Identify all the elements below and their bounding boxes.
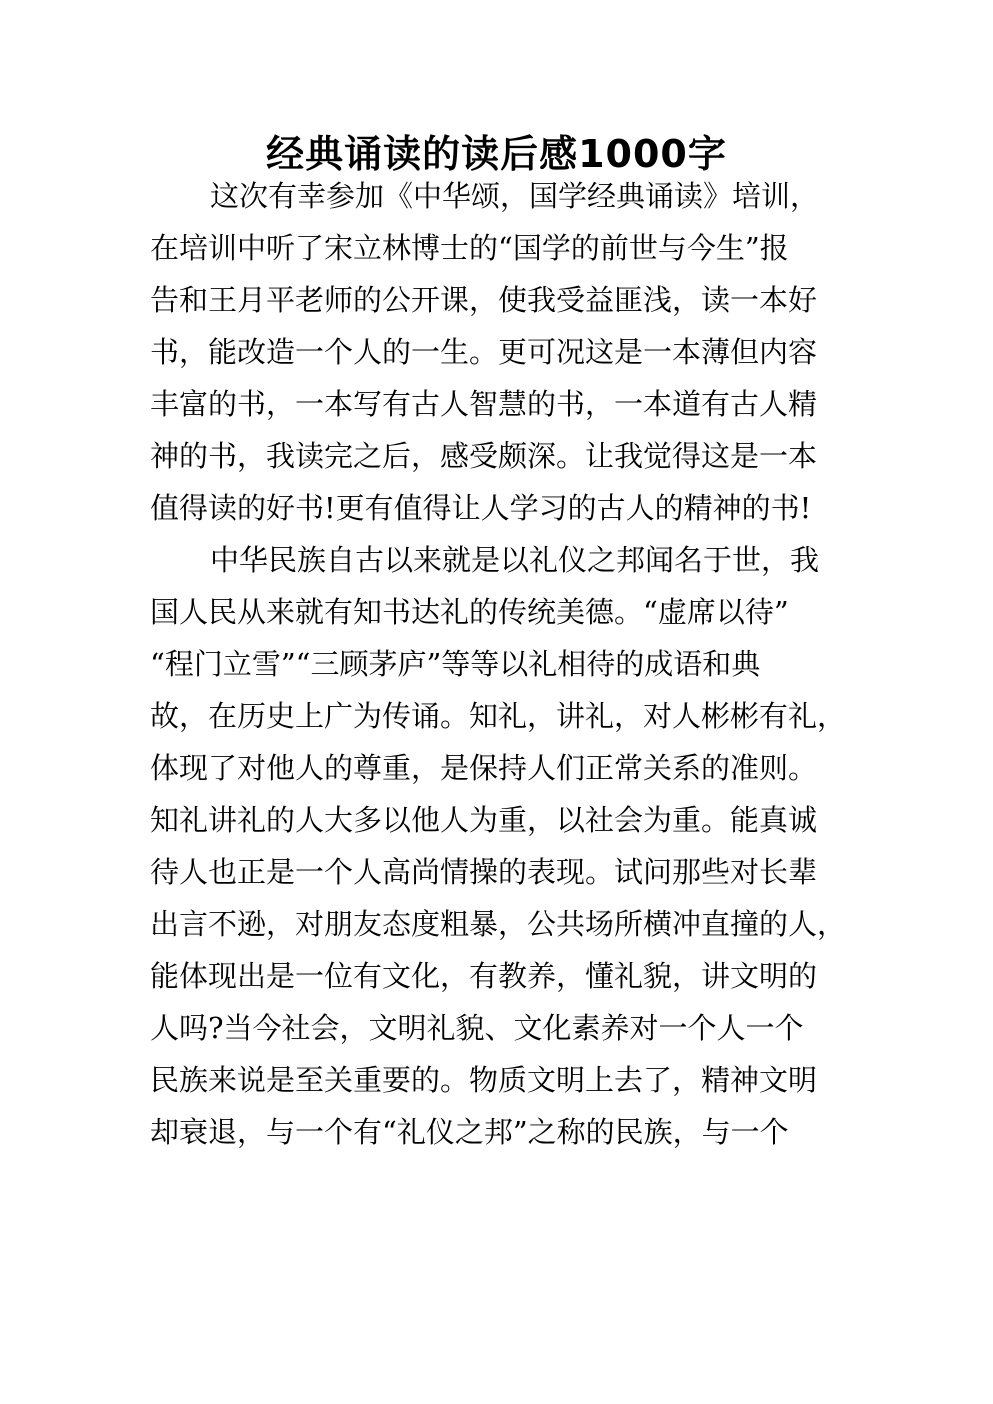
document-title: 经典诵读的读后感1000字 (266, 132, 727, 176)
text-line: 神的书，我读完之后，感受颇深。让我觉得这是一本 (150, 439, 818, 473)
text-line: 国人民从来就有知书达礼的传统美德。“虚席以待” (150, 595, 789, 629)
text-line: 故，在历史上广为传诵。知礼，讲礼，对人彬彬有礼， (150, 699, 847, 733)
text-line: 能体现出是一位有文化，有教养，懂礼貌，讲文明的 (150, 959, 818, 993)
text-line: 中华民族自古以来就是以礼仪之邦闻名于世，我 (210, 543, 820, 577)
text-line: “程门立雪”“三顾茅庐”等等以礼相待的成语和典 (150, 647, 761, 681)
text-line: 待人也正是一个人高尚情操的表现。试问那些对长辈 (150, 855, 818, 889)
text-line: 体现了对他人的尊重，是保持人们正常关系的准则。 (150, 751, 818, 785)
text-line: 丰富的书，一本写有古人智慧的书，一本道有古人精 (150, 387, 818, 421)
paragraph-2 (150, 534, 870, 1158)
text-line: 这次有幸参加《中华颂，国学经典诵读》培训， (210, 179, 820, 213)
paragraph-1 (150, 170, 870, 534)
text-line: 人吗?当今社会，文明礼貌、文化素养对一个人一个 (150, 1011, 804, 1045)
text-line: 告和王月平老师的公开课，使我受益匪浅，读一本好 (150, 283, 818, 317)
text-line: 民族来说是至关重要的。物质文明上去了，精神文明 (150, 1063, 818, 1097)
text-line: 在培训中听了宋立林博士的“国学的前世与今生”报 (150, 231, 789, 265)
text-line: 出言不逊，对朋友态度粗暴，公共场所横冲直撞的人， (150, 907, 847, 941)
text-line: 值得读的好书!更有值得让人学习的古人的精神的书! (150, 491, 812, 525)
document-body (150, 170, 870, 1158)
text-line: 却衰退，与一个有“礼仪之邦”之称的民族，与一个 (150, 1115, 789, 1149)
text-line: 书，能改造一个人的一生。更可况这是一本薄但内容 (150, 335, 818, 369)
text-line: 知礼讲礼的人大多以他人为重，以社会为重。能真诚 (150, 803, 818, 837)
